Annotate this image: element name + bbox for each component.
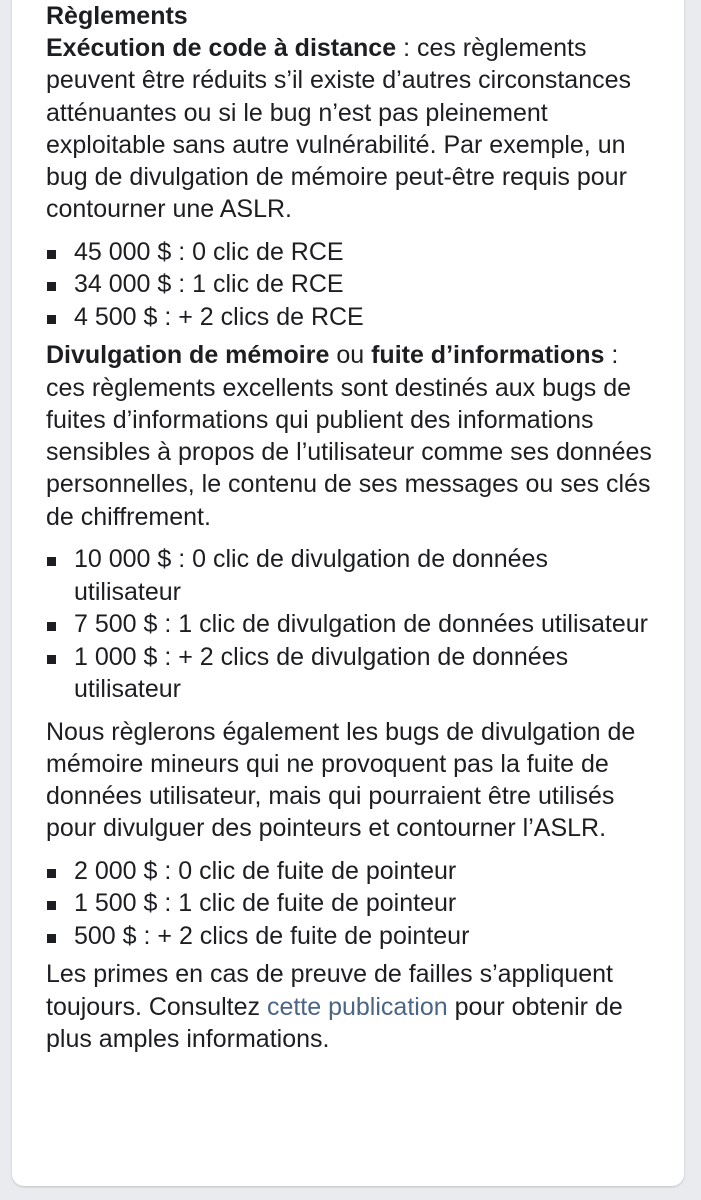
list-item: 10 000 $ : 0 clic de divulgation de données utilisateur <box>46 543 660 608</box>
list-item: 7 500 $ : 1 clic de divulgation de données utilisateur <box>46 608 660 641</box>
leak-term-memory: Divulgation de mémoire <box>46 341 330 370</box>
list-item: 1 000 $ : + 2 clics de divulgation de données utilisateur <box>46 641 660 706</box>
rce-list <box>46 236 660 334</box>
section-title: Règlements <box>46 2 188 30</box>
footer-text-before: Les primes en cas de preuve de failles s’appliquent toujours. Consultez <box>46 960 614 1021</box>
list-item: 34 000 $ : 1 clic de RCE <box>46 268 660 301</box>
leak-description: : ces règlements excellents sont destinés aux bugs de fuites d’informations qui publient des informations sensibles à propos de l’utilisateur comme ses données personnelles, le contenu de ses messages ou ses clés de chiffrement. <box>46 341 652 531</box>
list-item: 500 $ : + 2 clics de fuite de pointeur <box>46 920 660 953</box>
leak-term-info: fuite d’informations <box>371 341 605 370</box>
list-item: 1 500 $ : 1 clic de fuite de pointeur <box>46 887 660 920</box>
footer-paragraph <box>46 958 660 1055</box>
minor-list <box>46 855 660 953</box>
footer-text-after: pour obtenir de plus amples informations. <box>46 992 623 1053</box>
post-card <box>12 0 684 1186</box>
publication-link[interactable]: cette publication <box>266 992 448 1021</box>
leak-paragraph <box>46 339 660 533</box>
rce-term: Exécution de code à distance <box>46 34 397 62</box>
rce-paragraph <box>46 32 660 226</box>
leak-list <box>46 543 660 706</box>
list-item: 2 000 $ : 0 clic de fuite de pointeur <box>46 855 660 888</box>
list-item: 45 000 $ : 0 clic de RCE <box>46 236 660 269</box>
rce-description: : ces règlements peuvent être réduits s’il existe d’autres circonstances atténuantes ou si le bug n’est pas pleinement exploitable sans autre vulnérabilité. Par exemple, un bug de divulgation de mémoire peut-être requis pour contourner une ASLR. <box>46 34 632 224</box>
list-item: 4 500 $ : + 2 clics de RCE <box>46 301 660 334</box>
leak-connector: ou <box>329 341 372 370</box>
minor-paragraph: Nous règlerons également les bugs de divulgation de mémoire mineurs qui ne provoquent pas la fuite de données utilisateur, mais qui pourraient être utilisés pour divulguer des pointeurs et contourner l’ASLR. <box>46 717 636 843</box>
